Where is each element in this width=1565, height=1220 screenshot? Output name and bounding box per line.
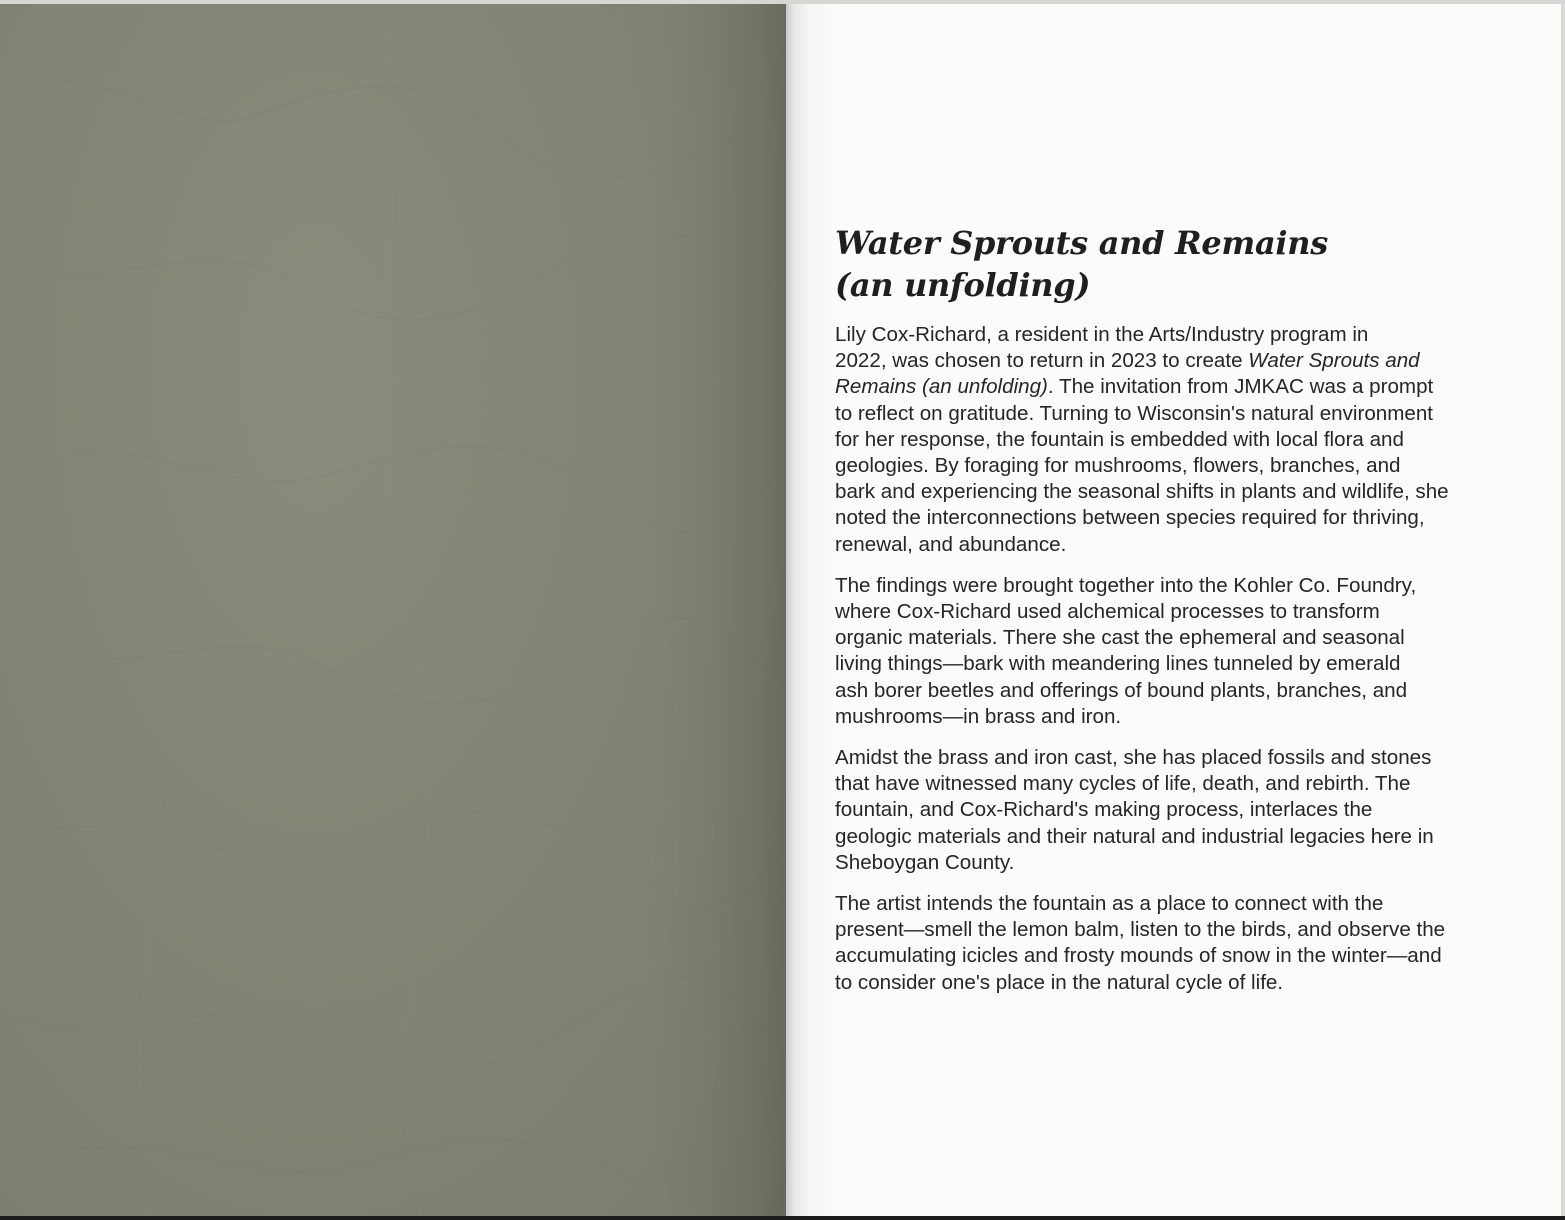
text-line: to consider one's place in the natural cycle of life. — [835, 970, 1284, 994]
title-line: (an unfolding) — [835, 266, 1091, 304]
text-line: where Cox-Richard used alchemical processes to transform — [835, 600, 1380, 624]
text-line: noted the interconnections between species required for thriving, — [835, 506, 1425, 530]
left-page-cover — [0, 4, 790, 1216]
paragraph-4 — [835, 891, 1525, 996]
text-line: Sheboygan County. — [835, 850, 1015, 874]
text-line: accumulating icicles and frosty mounds of snow in the winter—and — [835, 944, 1442, 968]
article-title — [835, 222, 1525, 306]
text-fragment: 2022, was chosen to return in 2023 to create — [835, 349, 1249, 373]
article — [835, 222, 1525, 1011]
text-line: renewal, and abundance. — [835, 532, 1067, 556]
paragraph-3 — [835, 745, 1525, 876]
text-line — [835, 374, 1525, 400]
text-line: Amidst the brass and iron cast, she has placed fossils and stones — [835, 746, 1432, 770]
text-line: living things—bark with meandering lines tunneled by emerald — [835, 652, 1401, 676]
paragraph-1 — [835, 322, 1525, 558]
text-line — [835, 348, 1525, 374]
text-line: ash borer beetles and offerings of bound plants, branches, and — [835, 678, 1408, 702]
text-line: present—smell the lemon balm, listen to the birds, and observe the — [835, 918, 1446, 942]
text-line: Lily Cox-Richard, a resident in the Arts/Industry program in — [835, 323, 1369, 346]
text-line: that have witnessed many cycles of life, death, and rebirth. The — [835, 772, 1411, 796]
text-line: to reflect on gratitude. Turning to Wisconsin's natural environment — [835, 401, 1434, 425]
text-line: fountain, and Cox-Richard's making process, interlaces the — [835, 798, 1373, 822]
text-fragment: . The invitation from JMKAC was a prompt — [1047, 375, 1434, 399]
text-line: geologies. By foraging for mushrooms, flowers, branches, and — [835, 454, 1401, 478]
text-line: bark and experiencing the seasonal shifts in plants and wildlife, she — [835, 480, 1449, 504]
scan-right-edge — [1561, 4, 1565, 1216]
scan-bottom-edge — [0, 1216, 1565, 1220]
paragraph-2 — [835, 573, 1525, 730]
text-line: geologic materials and their natural and industrial legacies here in — [835, 824, 1434, 848]
text-line: organic materials. There she cast the ephemeral and seasonal — [835, 626, 1405, 650]
title-line: Water Sprouts and Remains — [835, 224, 1328, 262]
work-title-italic: Water Sprouts and — [1248, 349, 1420, 373]
text-line: The artist intends the fountain as a place to connect with the — [835, 892, 1384, 916]
text-line: for her response, the fountain is embedded with local flora and — [835, 427, 1404, 451]
text-line: mushrooms—in brass and iron. — [835, 704, 1122, 728]
work-title-italic: Remains (an unfolding) — [835, 375, 1048, 399]
paper-texture — [0, 4, 790, 1216]
text-line: The findings were brought together into the Kohler Co. Foundry, — [835, 573, 1417, 597]
